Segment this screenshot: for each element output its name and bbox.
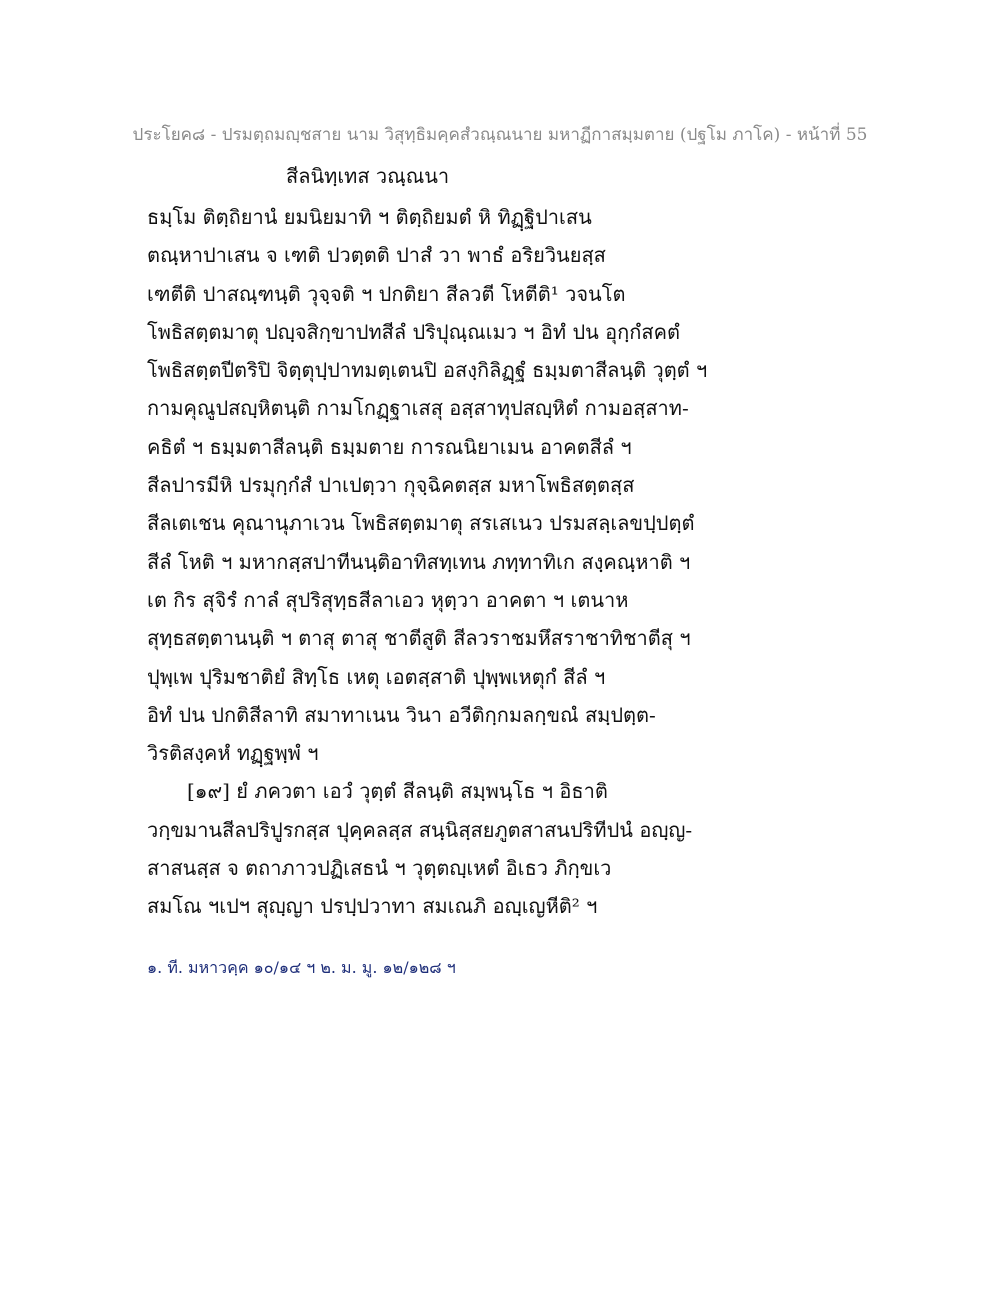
text-line: สมโณ ฯเปฯ สุญฺญา ปรปฺปวาทา สมเณภิ อญฺเญหีติ² ฯ	[147, 894, 598, 919]
text-line: โพธิสตฺตมาตุ ปญฺจสิกฺขาปทสีลํ ปริปุณฺณเมว ฯ อิทํ ปน อุกฺกํสคตํ	[147, 319, 680, 344]
text-line: สีลปารมีหิ ปรมุกฺกํสํ ปาเปตฺวา กุจฺฉิคตสฺส มหาโพธิสตฺตสฺส	[147, 473, 635, 498]
body-text	[147, 198, 867, 926]
paragraph-start-line: [๑๙] ยํ ภควตา เอวํ วุตฺตํ สีลนฺติ สมฺพนฺโธ ฯ อิธาติ	[187, 779, 608, 804]
text-line: ธมฺโม ติตฺถิยานํ ยมนิยมาทิ ฯ ติตฺถิยมตํ หิ ทิฏฺฐิปาเสน	[147, 205, 592, 229]
section-title: สีลนิทฺเทส วณฺณนา	[286, 164, 450, 188]
text-line: วกฺขมานสีลปริปูรกสฺส ปุคฺคลสฺส สนฺนิสฺสยภูตสาสนปริทีปนํ อญฺญ-	[147, 817, 693, 842]
text-line: อิทํ ปน ปกติสีลาทิ สมาทาเนน วินา อวีติกฺกมลกฺขณํ สมฺปตฺต-	[147, 702, 656, 727]
text-line: โพธิสตฺตปีตริปิ จิตฺตุปฺปาทมตฺเตนปิ อสงฺกิลิฏฺฐํ ธมฺมตาสีลนฺติ วุตฺตํ ฯ	[147, 358, 708, 383]
text-line: วิรติสงฺคหํ ทฏฺฐพฺพํ ฯ	[147, 741, 319, 766]
page-header: ประโยค๘ - ปรมตฺถมญฺชสาย นาม วิสุทฺธิมคฺคสํวณฺณนาย มหาฏีกาสมฺมตาย (ปฐโม ภาโค) - หน้าที่ 55	[132, 125, 868, 145]
text-line: ตณฺหาปาเสน จ เฑติ ปวตฺตติ ปาสํ วา พาธํ อริยวินยสฺส	[147, 243, 606, 268]
text-line: สุทฺธสตฺตานนฺติ ฯ ตาสุ ตาสุ ชาตีสูติ สีลวราชมหึสราชาทิชาตีสุ ฯ	[147, 626, 691, 651]
text-line: กามคุณูปสญฺหิตนฺติ กามโกฏฺฐาเสสุ อสฺสาทุปสญฺหิตํ กามอสฺสาท-	[147, 396, 689, 421]
text-line: สีลเตเชน คุณานุภาเวน โพธิสตฺตมาตุ สรเสเนว ปรมสลฺเลขปฺปตฺตํ	[147, 511, 695, 536]
text-line: สาสนสฺส จ ตถาภาวปฏิเสธนํ ฯ วุตฺตญฺเหตํ อิเธว ภิกฺขเว	[147, 856, 612, 881]
text-line: คธิตํ ฯ ธมฺมตาสีลนฺติ ธมฺมตาย การณนิยาเมน อาคตสีลํ ฯ	[147, 434, 632, 459]
text-line: ปุพฺเพ ปุริมชาติยํ สิทฺโธ เหตุ เอตสฺสาติ ปุพฺพเหตุกํ สีลํ ฯ	[147, 664, 606, 689]
text-line: เต กิร สุจิรํ กาลํ สุปริสุทฺธสีลาเอว หุตฺวา อาคตา ฯ เตนาห	[147, 587, 629, 612]
text-line: สีลํ โหติ ฯ มหากสฺสปาทีนนฺติอาทิสทฺเทน ภทฺทาทิเก สงฺคณฺหาติ ฯ	[147, 549, 691, 574]
text-line: เฑตีติ ปาสณฺฑนฺติ วุจฺจติ ฯ ปกติยา สีลวตี โหตีติ¹ วจนโต	[147, 281, 626, 306]
footnote: ๑. ที. มหาวคฺค ๑๐/๑๔ ฯ ๒. ม. มู. ๑๒/๑๒๘ ฯ	[147, 958, 456, 977]
